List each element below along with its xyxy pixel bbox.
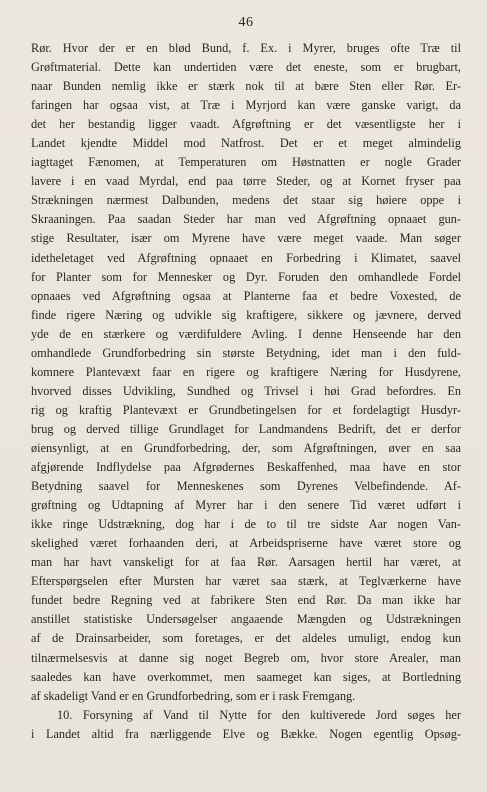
text-line: komnere Plantevæxt faar en rigere og kraftigere Næring for Husdyrene,: [31, 364, 461, 379]
text-line: finde rigere Næring og udvikle sig kraftigere, sikkere og jævnere, derved: [31, 307, 461, 322]
text-line: Landet kjendte Middel mod Natfrost. Det er et meget almindelig: [31, 136, 461, 151]
text-line: i Landet altid fra nærliggende Elve og Bække. Nogen egentlig Opsøg-: [31, 726, 461, 741]
text-line: Skraaningen. Paa saadan Steder har man ved Afgrøftning opnaaet gun-: [31, 212, 461, 227]
text-line: anstillet statistiske Undersøgelser angaaende Mængden og Udstrækningen: [31, 612, 461, 627]
text-line: man har havt vanskeligt for at faa Rør. Aarsagen hertil har været, at: [31, 555, 461, 570]
text-line: hvorved disses Udvikling, Sundhed og Trivsel i høi Grad befordres. En: [31, 383, 461, 398]
text-line: Efterspørgselen efter Mursten har været saa stærk, at Teglværkerne have: [31, 574, 461, 589]
text-line: stige Resultater, især om Myrene have være meget vaade. Man søger: [31, 231, 461, 246]
text-line: øiensynligt, at en Grundforbedring, der, som Afgrøftningen, øver en saa: [31, 440, 461, 455]
text-line: naar Bunden nemlig ikke er stærk nok til at bære Sten eller Rør. Er-: [31, 79, 461, 94]
text-line: faringen har ogsaa vist, at Træ i Myrjord kan være ganske varigt, da: [31, 98, 461, 113]
text-line: idetheletaget ved Afgrøftning opnaaet en Forbedring i Klimatet, saavel: [31, 250, 461, 265]
text-line: af skadeligt Vand er en Grundforbedring, som er i rask Fremgang.: [31, 688, 356, 703]
text-line: det her bestandig ligger vaadt. Afgrøftning er det væsentligste her i: [31, 117, 461, 132]
text-line: lavere i en vaad Myrdal, end paa tørre Steder, og at Kornet fryser paa: [31, 174, 461, 189]
text-line: skelighed været forhaanden deri, at Arbeidspriserne have været store og: [31, 536, 461, 551]
text-line: saaledes kan have overkommet, men saameget kan siges, at Bortledning: [31, 669, 461, 684]
text-line: omhandlede Grundforbedring sin største Betydning, idet man i den fuld-: [31, 345, 461, 360]
text-line: ikke ringe Udstrækning, dog har i de to til tre sidste Aar nogen Van-: [31, 517, 461, 532]
text-line: yde de en stærkere og værdifuldere Avling. I denne Henseende har den: [31, 326, 461, 341]
text-line: Strækningen nærmest Dalbunden, medens det staar sig høiere oppe i: [31, 193, 461, 208]
text-line: Betydning saavel for Menneskenes som Dyrenes Velbefindende. Af-: [31, 479, 461, 494]
text-line: rig og kraftig Plantevæxt er Grundbetingelsen for et fordelagtigt Husdyr-: [31, 402, 461, 417]
text-line: Grøftmaterial. Dette kan undertiden være det eneste, som er brugbart,: [31, 60, 461, 75]
body-text: [31, 39, 461, 744]
text-line: grøftning og Udtapning af Myrer har i den senere Tid været udført i: [31, 498, 461, 513]
page-number: 46: [238, 15, 254, 30]
text-line: tilnærmelsesvis at danne sig noget Begreb om, hvor store Arealer, man: [31, 650, 461, 665]
text-line: fundet bedre Regning ved at fabrikere Sten end Rør. Da man ikke har: [31, 593, 461, 608]
text-line: opnaaes ved Afgrøftning ogsaa at Planterne faa et bedre Voxested, de: [31, 288, 461, 303]
text-line: af de Drainsarbeider, som foretages, er det aldeles umuligt, endog kun: [31, 631, 461, 646]
text-line: iagttaget Fænomen, at Temperaturen om Høstnatten er nogle Grader: [31, 155, 461, 170]
text-line: brug og derved tillige Grundlaget for Landmandens Bedrift, det er derfor: [31, 421, 461, 436]
text-line: Rør. Hvor der er en blød Bund, f. Ex. i Myrer, bruges ofte Træ til: [31, 41, 461, 55]
text-line: afgjørende Indflydelse paa Afgrødernes Beskaffenhed, maa have en stor: [31, 460, 461, 475]
section-heading-line: 10. Forsyning af Vand til Nytte for den kultiverede Jord søges her: [57, 707, 461, 722]
text-line: for Planter som for Mennesker og Dyr. Foruden den omhandlede Fordel: [31, 269, 461, 284]
